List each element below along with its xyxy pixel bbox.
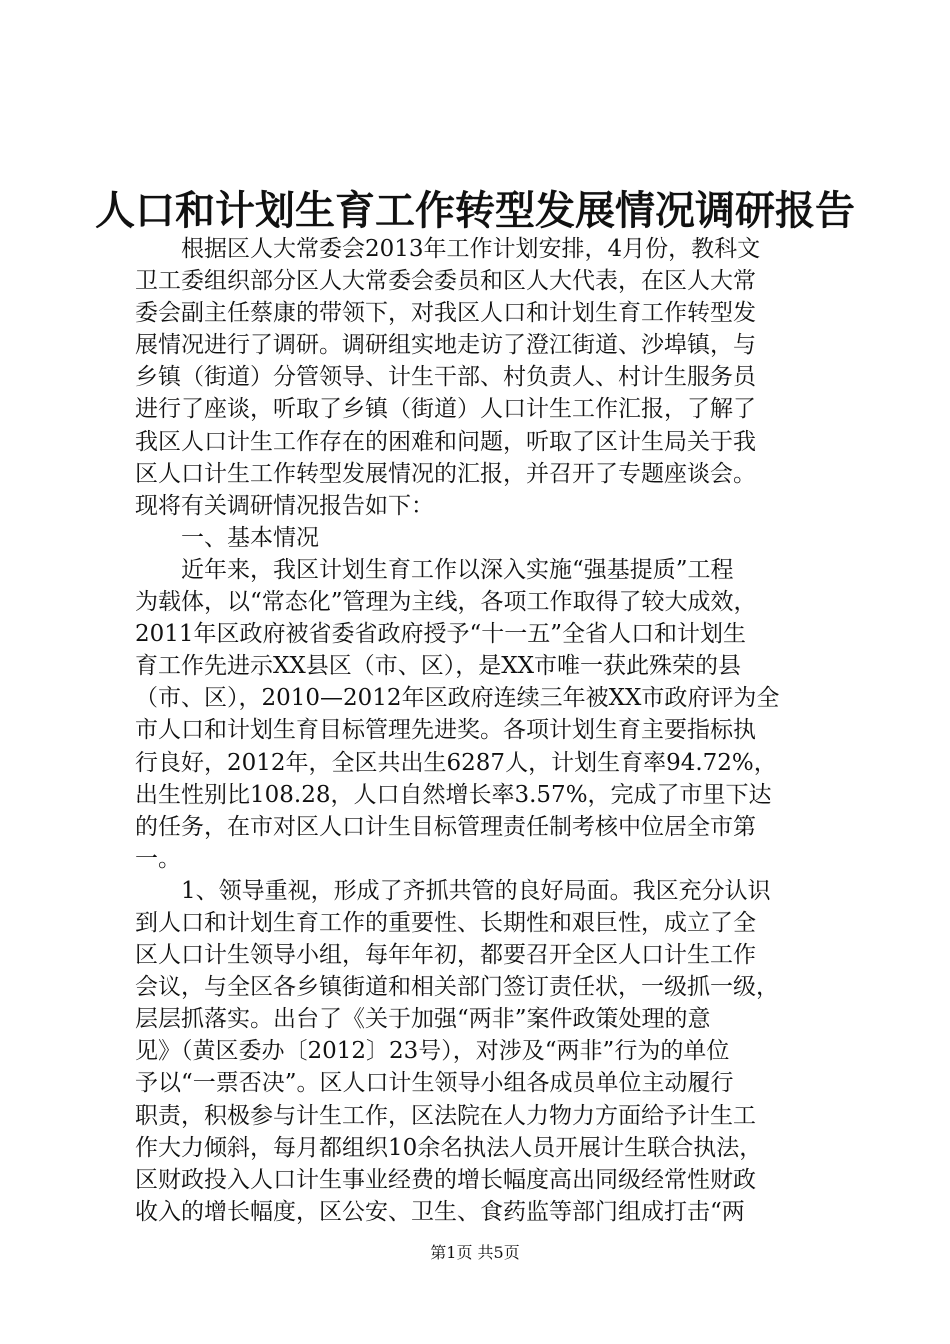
section-heading: 一、基本情况 [181,524,319,551]
paragraph-line: 卫工委组织部分区人大常委会委员和区人大代表，在区人大常 [135,268,756,295]
paragraph-line: 见》（黄区委办〔2012〕23号），对涉及“两非”行为的单位 [135,1038,730,1065]
paragraph-line: 市人口和计划生育目标管理先进奖。各项计划生育主要指标执 [135,717,756,744]
paragraph-line: 1、领导重视，形成了齐抓共管的良好局面。我区充分认识 [181,877,771,904]
paragraph-line: 会议，与全区各乡镇街道和相关部门签订责任状，一级抓一级， [135,974,779,1001]
paragraph-line: 到人口和计划生育工作的重要性、长期性和艰巨性，成立了全 [135,909,756,936]
paragraph-line: 育工作先进示XX县区（市、区），是XX市唯一获此殊荣的县 [135,653,741,680]
paragraph-line: 出生性别比108.28，人口自然增长率3.57%，完成了市里下达 [135,781,772,808]
paragraph-line: （市、区），2010—2012年区政府连续三年被XX市政府评为全 [135,685,780,712]
paragraph-line: 区财政投入人口计生事业经费的增长幅度高出同级经常性财政 [135,1166,756,1193]
paragraph-line: 作大力倾斜，每月都组织10余名执法人员开展计生联合执法， [135,1134,763,1161]
paragraph-line: 层层抓落实。出台了《关于加强“两非”案件政策处理的意 [135,1006,711,1033]
paragraph-line: 的任务，在市对区人口计生目标管理责任制考核中位居全市第 [135,813,756,840]
paragraph-line: 展情况进行了调研。调研组实地走访了澄江街道、沙埠镇，与 [135,332,756,359]
paragraph-line: 区人口计生工作转型发展情况的汇报，并召开了专题座谈会。 [135,460,756,487]
document-title: 人口和计划生育工作转型发展情况调研报告 [95,187,855,234]
paragraph-line: 我区人口计生工作存在的困难和问题，听取了区计生局关于我 [135,428,756,455]
paragraph-line: 收入的增长幅度，区公安、卫生、食药监等部门组成打击“两 [135,1198,745,1225]
paragraph-line: 2011年区政府被省委省政府授予“十一五”全省人口和计划生 [135,621,747,648]
paragraph-line: 近年来，我区计划生育工作以深入实施“强基提质”工程 [181,556,734,583]
paragraph-line: 根据区人大常委会2013年工作计划安排，4月份，教科文 [181,236,761,262]
paragraph-line: 现将有关调研情况报告如下： [135,492,434,519]
paragraph-line: 进行了座谈，听取了乡镇（街道）人口计生工作汇报，了解了 [135,396,756,423]
paragraph-line: 行良好，2012年，全区共出生6287人，计划生育率94.72%， [135,749,777,776]
paragraph-line: 一。 [135,845,181,872]
page-number: 第1页 共5页 [430,1243,520,1262]
paragraph-line: 予以“一票否决”。区人口计生领导小组各成员单位主动履行 [135,1070,734,1097]
paragraph-line: 乡镇（街道）分管领导、计生干部、村负责人、村计生服务员 [135,364,756,391]
document-body [135,233,825,1228]
paragraph-line: 区人口计生领导小组，每年年初，都要召开全区人口计生工作 [135,942,756,969]
paragraph-line: 为载体，以“常态化”管理为主线，各项工作取得了较大成效， [135,589,757,616]
paragraph-line: 委会副主任蔡康的带领下，对我区人口和计划生育工作转型发 [135,300,756,327]
paragraph-line: 职责，积极参与计生工作，区法院在人力物力方面给予计生工 [135,1102,756,1129]
